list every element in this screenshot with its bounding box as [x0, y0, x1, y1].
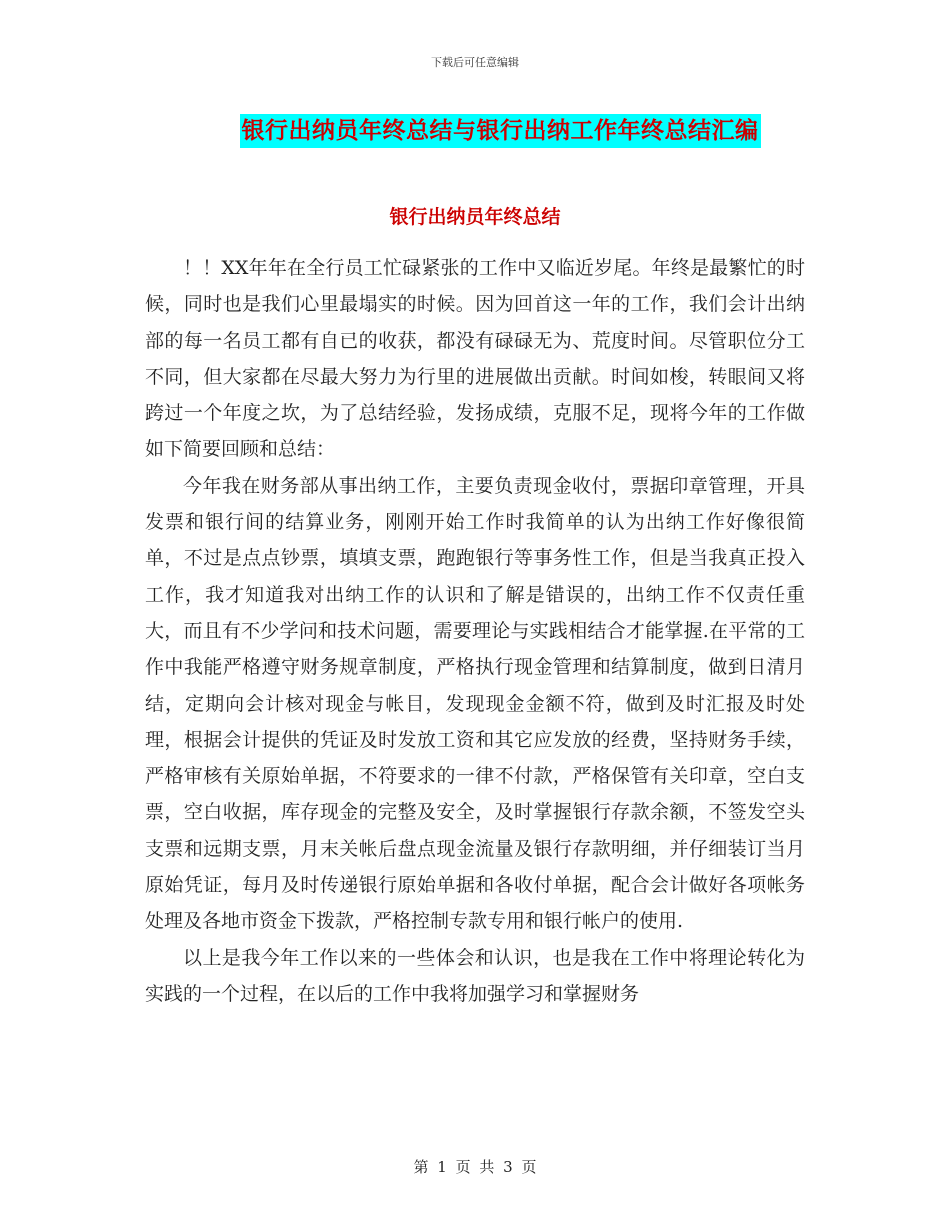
page-number: 第 1 页 共 3 页: [413, 1158, 537, 1176]
document-body: [145, 250, 805, 1012]
section-title: 银行出纳员年终总结: [389, 206, 561, 228]
paragraph-1: ！！XX年年在全行员工忙碌紧张的工作中又临近岁尾。年终是最繁忙的时候，同时也是我们心里最塌实的时候。因为回首这一年的工作，我们会计出纳部的每一名员工都有自已的收获，都没有碌碌无为、荒度时间。尽管职位分工不同，但大家都在尽最大努力为行里的进展做出贡献。时间如梭，转眼间又将跨过一个年度之坎，为了总结经验，发扬成绩，克服不足，现将今年的工作做如下简要回顾和总结：: [145, 257, 805, 461]
document-title: [0, 112, 950, 145]
paragraph-2: 今年我在财务部从事出纳工作，主要负责现金收付，票据印章管理，开具发票和银行间的结算业务，刚刚开始工作时我简单的认为出纳工作好像很简单，不过是点点钞票，填填支票，跑跑银行等事务性工作，但是当我真正投入工作，我才知道我对出纳工作的认识和了解是错误的，出纳工作不仅责任重大，而且有不少学问和技术问题，需要理论与实践相结合才能掌握.在平常的工作中我能严格遵守财务规章制度，严格执行现金管理和结算制度，做到日清月结，定期向会计核对现金与帐目，发现现金金额不符，做到及时汇报及时处理，根据会计提供的凭证及时发放工资和其它应发放的经费，坚持财务手续，严格审核有关原始单据，不符要求的一律不付款，严格保管有关印章，空白支票，空白收据，库存现金的完整及安全，及时掌握银行存款余额，不签发空头支票和远期支票，月末关帐后盘点现金流量及银行存款明细，并仔细装订当月原始凭证，每月及时传递银行原始单据和各收付单据，配合会计做好各项帐务处理及各地市资金下拨款，严格控制专款专用和银行帐户的使用.: [145, 474, 805, 933]
page-header-note: 下载后可任意编辑: [431, 56, 519, 69]
paragraph-3: 以上是我今年工作以来的一些体会和认识，也是我在工作中将理论转化为实践的一个过程，在以后的工作中我将加强学习和掌握财务: [145, 946, 805, 1005]
document-title-text: 银行出纳员年终总结与银行出纳工作年终总结汇编: [240, 114, 761, 148]
